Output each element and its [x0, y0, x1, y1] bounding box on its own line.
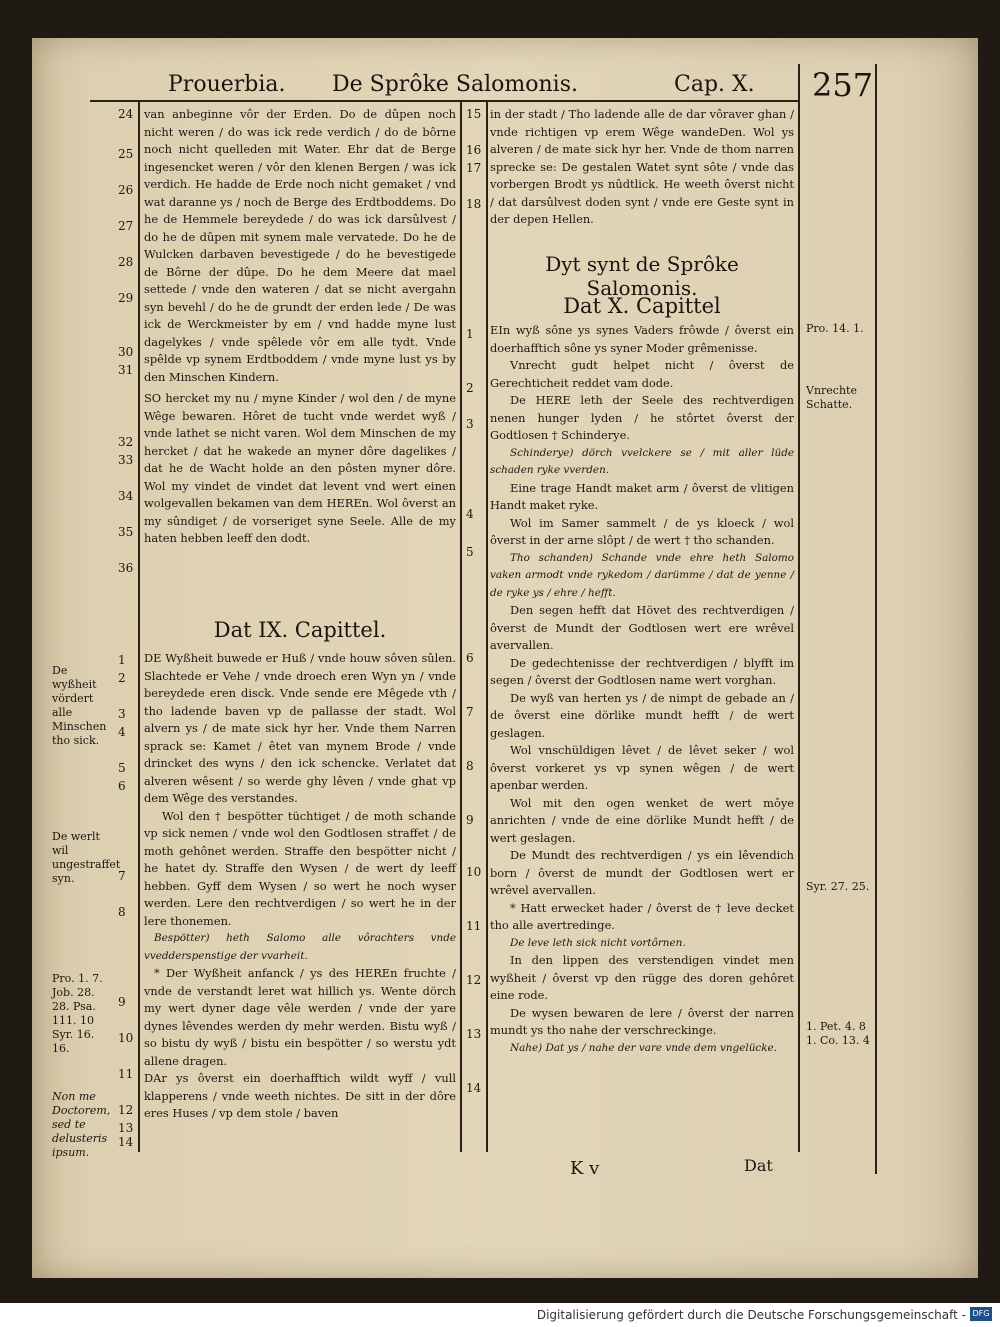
verse-number: 6 [466, 651, 474, 665]
verse-number: 15 [466, 107, 482, 121]
chapter-x-verse-2: Vnrecht gudt helpet nicht / ôverst de Gerechticheit reddet vam dode. [490, 358, 794, 390]
chapter-ix-verses-7-9: Wol den † bespötter tüchtiget / de moth schande vp sick nemen / vnde wol den Godtlosen straffet / de moth gehônet werden. Straffe den bespötter nicht / he hatet dy. Straffe den Wysen / de wert dy leeff hebben. Gyff dem Wysen / so wert he noch wyser werden. Lere den rechtverdigen / so wert he in der lere thonemen. [144, 808, 456, 928]
chapter-x-verse-7: De gedechtenisse der rechtverdigen / blyfft im segen / ôverst der Godtlosen name wert vorghan. [490, 655, 794, 687]
margin-gloss-pro14: Pro. 14. 1. [806, 322, 864, 335]
verse-number: 25 [118, 147, 134, 161]
verse-number: 34 [118, 489, 134, 503]
verse-number: 5 [118, 761, 126, 775]
signature-mark: K v [570, 1158, 600, 1179]
verse-number: 16 [466, 143, 482, 157]
chapter-x-verse-11: De Mundt des rechtverdigen / ys ein lêvendich born / ôverst de mundt der Godtlosen wert er wrêvel avervallen. [490, 848, 794, 897]
chapter-x-verse-6: Den segen hefft dat Hövet des rechtverdigen / ôverst de Mundt der Godtlosen wert ere wrêvel avervallen. [490, 603, 794, 652]
chapter-x-verse-10: Wol mit den ogen wenket de wert môye anrichten / vnde de eine dörlike Mundt hefft / de wert geslagen. [490, 795, 794, 845]
verse-number: 8 [118, 905, 126, 919]
verse-number: 32 [118, 435, 134, 449]
margin-gloss-latin: Non me Doctorem, sed te delusteris ipsum. [52, 1090, 111, 1159]
verse-number: 4 [118, 725, 126, 739]
verse-number: 11 [118, 1067, 134, 1081]
verse-number: 4 [466, 507, 474, 521]
chapter-x-verse-9: Wol vnschüldigen lêvet / de lêvet seker / wol ôverst vorkeret ys vp synen wêgen / de wert apenbar werden. [490, 743, 794, 792]
verse-number: 8 [466, 759, 474, 773]
verses-prov8-32: SO hercket my nu / myne Kinder / wol den / de myne Wêge bewaren. Hôret de tucht vnde werdet wyß / vnde lathet se nicht varen. Wol dem Minschen de my hercket / dat he wakede an myner dôre dagelikes / dat he de Wacht holde an den pôsten myner dôre. Wol my vindet de vindet dat levent vnd wert einen wolgevallen bekamen van dem HEREn. Wol ôverst an my sûndiget / de vorseriget syne Seele. Alle de my haten hebben leeff den dodt. [144, 391, 456, 545]
chapter-x-verse-4: Eine trage Handt maket arm / ôverst de vlitigen Handt maket ryke. [490, 480, 794, 512]
chapter-x-verse-8: De wyß van herten ys / de nimpt de gebade an / de ôverst eine dörlike mundt hefft / de wert geslagen. [490, 690, 794, 740]
verse-number: 29 [118, 291, 134, 305]
margin-gloss-references: Pro. 1. 7. Job. 28. 28. Psa. 111. 10 Syr. 16. 16. [52, 972, 103, 1055]
verse-number: 1 [466, 327, 474, 341]
left-text-rule [138, 102, 140, 1152]
verse-number: 31 [118, 363, 134, 377]
verse-number: 3 [466, 417, 474, 431]
verse-number: 9 [466, 813, 474, 827]
verses-prov9-15-18: in der stadt / Tho ladende alle de dar vôraver ghan / vnde richtigen vp erem Wêge wandeDen. Wol ys alveren / de mate sick hyr her. Vnde de thom narren sprecke se: De gestalen Watet synt sôte / vnde das vorbergen Brodt ys nûdtlick. He weeth ôverst nicht / dat darsûlvest doden synt / vnde ere Geste synt in der depen Hellen. [490, 107, 794, 226]
chapter-x-verse-14: De wysen bewaren de lere / ôverst der narren mundt ys tho nahe der verschreckinge. [490, 1005, 794, 1037]
chapter-x-verse-5: Wol im Samer sammelt / de ys kloeck / wol ôverst in der arne slôpt / de wert † tho schanden. [490, 515, 794, 547]
note-leve: De leve leth sick nicht vortôrnen. [510, 936, 686, 949]
margin-gloss-werlt: De werlt wil ungestraffet syn. [52, 830, 121, 885]
verse-number: 7 [466, 705, 474, 719]
margin-gloss-pet: 1. Pet. 4. 8 1. Co. 13. 4 [806, 1020, 870, 1047]
dfg-logo: DFG [970, 1307, 992, 1321]
left-verse-numbers [118, 106, 138, 1149]
page-number: 257 [812, 66, 874, 104]
verse-number: 35 [118, 525, 134, 539]
verse-number: 12 [118, 1103, 134, 1117]
note-schanden: Tho schanden) Schande vnde ehre heth Salomo vaken armodt vnde rykedom / darümme / dat de yenne / de ryke ys / ehre / hefft. [490, 551, 794, 599]
note-bespoetter: Bespötter) heth Salomo alle vôrachters vnde vvedderspenstige der vvarheit. [144, 932, 456, 962]
verse-number: 18 [466, 197, 482, 211]
chapter-x-title: Dat X. Capittel [563, 294, 721, 318]
outer-margin-rule [875, 64, 877, 1174]
margin-gloss-syr: Syr. 27. 25. [806, 880, 870, 893]
left-column [144, 106, 456, 548]
verse-number: 30 [118, 345, 134, 359]
verse-number: 24 [118, 107, 134, 121]
verse-number: 14 [466, 1081, 482, 1095]
verse-number: 26 [118, 183, 134, 197]
verse-number: 14 [118, 1135, 134, 1149]
verse-number: 7 [118, 869, 126, 883]
chapter-x-verse-1: EIn wyß sône ys synes Vaders frôwde / ôverst ein doerhafftich sône ys syner Moder grêmenisse. [490, 323, 794, 355]
verse-number: 33 [118, 453, 134, 467]
chapter-ix-verses-10-12: * Der Wyßheit anfanck / ys des HEREn fruchte / vnde de verstandt leret wat hillich ys. Wente dörch my wert dyner dage vêle werden / vnde der yare dynes lêvendes werden dy mehr werden. Bistu wyß / so bistu dy wyß / bistu ein bespötter / so werstu ydt allene dragen. [144, 966, 456, 1068]
header-chapter: Cap. X. [674, 72, 755, 97]
center-rule-left [460, 102, 462, 1152]
catchword: Dat [744, 1156, 773, 1175]
footer-credit: Digitalisierung gefördert durch die Deutsche Forschungsgemeinschaft - [536, 1308, 966, 1322]
verse-number: 5 [466, 545, 474, 559]
verse-number: 10 [118, 1031, 134, 1045]
verse-number: 2 [118, 671, 126, 685]
header-book-title: Prouerbia. [168, 72, 286, 97]
margin-gloss-wysheit: De wyßheit vördert alle Minschen tho sick. [52, 664, 107, 747]
verse-number: 13 [118, 1121, 134, 1135]
right-column-top [490, 106, 794, 229]
center-rule-right [486, 102, 488, 1152]
header-running-title: De Sprôke Salomonis. [332, 72, 578, 97]
note-schinderye: Schinderye) dörch vvelckere se / mit aller lüde schaden ryke vverden. [490, 446, 794, 476]
verses-prov8-end: van anbeginne vôr der Erden. Do de dûpen noch nicht weren / do was ick rede verdich / do de bôrne noch nicht quelleden mit Water. Ehr dat de Berge ingesencket weren / vôr den klenen Bergen / was ick verdich. He hadde de Erde noch nicht gemaket / vnd wat daranne ys / noch de Berge des Erdtboddems. Do he de Hemmele bereydede / do was ick darsûlvest / do he de dûpen mit synem male vervatede. Do he de Wulcken darbaven bevestigede / do he bevestigede de Bôrne der dûpe. Do he dem Meere dat mael settede / vnde den wateren / dat se nicht avergahn syn bevehl / do he de grundt der erden lede / De was ick de Werckmeister by em / vnd hadde myne lust dagelykes / vnde spêlede vôr em alle tydt. Vnde spêlde vp synem Erdtboddem / vnde myne lust ys by den Minschen Kindern. [144, 107, 456, 384]
header-rule [90, 100, 798, 102]
verse-number: 28 [118, 255, 134, 269]
chapter-x-verse-12: * Hatt erwecket hader / ôverst de † leve decket tho alle avertredinge. [490, 900, 794, 932]
verse-number: 27 [118, 219, 134, 233]
chapter-ix-verses-13-14: DAr ys ôverst ein doerhafftich wildt wyff / vull klapperens / vnde weeth nichtes. De sitt in der dôre eres Huses / vp dem stole / baven [144, 1071, 456, 1120]
verse-number: 1 [118, 653, 126, 667]
section-title: Dyt synt de Sprôke Salomonis. [545, 252, 739, 300]
verse-number: 11 [466, 919, 482, 933]
left-column-chapter-ix [144, 650, 456, 1123]
chapter-ix-title: Dat IX. Capittel. [213, 618, 387, 642]
chapter-ix-verses-1-6: DE Wyßheit buwede er Huß / vnde houw sôven sûlen. Slachtede er Vehe / vnde droech eren Wyn yn / vnde bereydede eren disck. Vnde sende ere Mêgede vth / tho ladende baven vp de pallasse der stadt. Wol alvern ys / de mate sick hyr her. Vnde them Narren sprack se: Kamet / êtet van mynem Brode / vnde drincket des wyns / den ick schencke. Verlatet dat alveren wêsent / so werde ghy lêven / vnde ghat vp dem Wêge des verstandes. [144, 651, 456, 805]
verse-number: 12 [466, 973, 482, 987]
verse-number: 6 [118, 779, 126, 793]
verse-number: 13 [466, 1027, 482, 1041]
verse-number: 9 [118, 995, 126, 1009]
right-text-rule [798, 64, 800, 1152]
margin-gloss-vnrechte: Vnrechte Schatte. [806, 384, 857, 411]
verse-number: 3 [118, 707, 126, 721]
right-column-chapter-x [490, 322, 794, 1057]
chapter-x-verse-3: De HERE leth der Seele des rechtverdigen nenen hunger lyden / he stôrtet ôverst der Godtlosen † Schinderye. [490, 393, 794, 442]
verse-number: 36 [118, 561, 134, 575]
chapter-x-verse-13: In den lippen des verstendigen vindet men wyßheit / ôverst vp den rügge des doren gehôret eine rode. [490, 953, 794, 1002]
right-verse-numbers [466, 106, 486, 1146]
digitization-footer [0, 1303, 1000, 1327]
verse-number: 2 [466, 381, 474, 395]
verse-number: 10 [466, 865, 482, 879]
note-nahe: Nahe) Dat ys / nahe der vare vnde dem vngelücke. [510, 1041, 777, 1054]
verse-number: 17 [466, 161, 482, 175]
